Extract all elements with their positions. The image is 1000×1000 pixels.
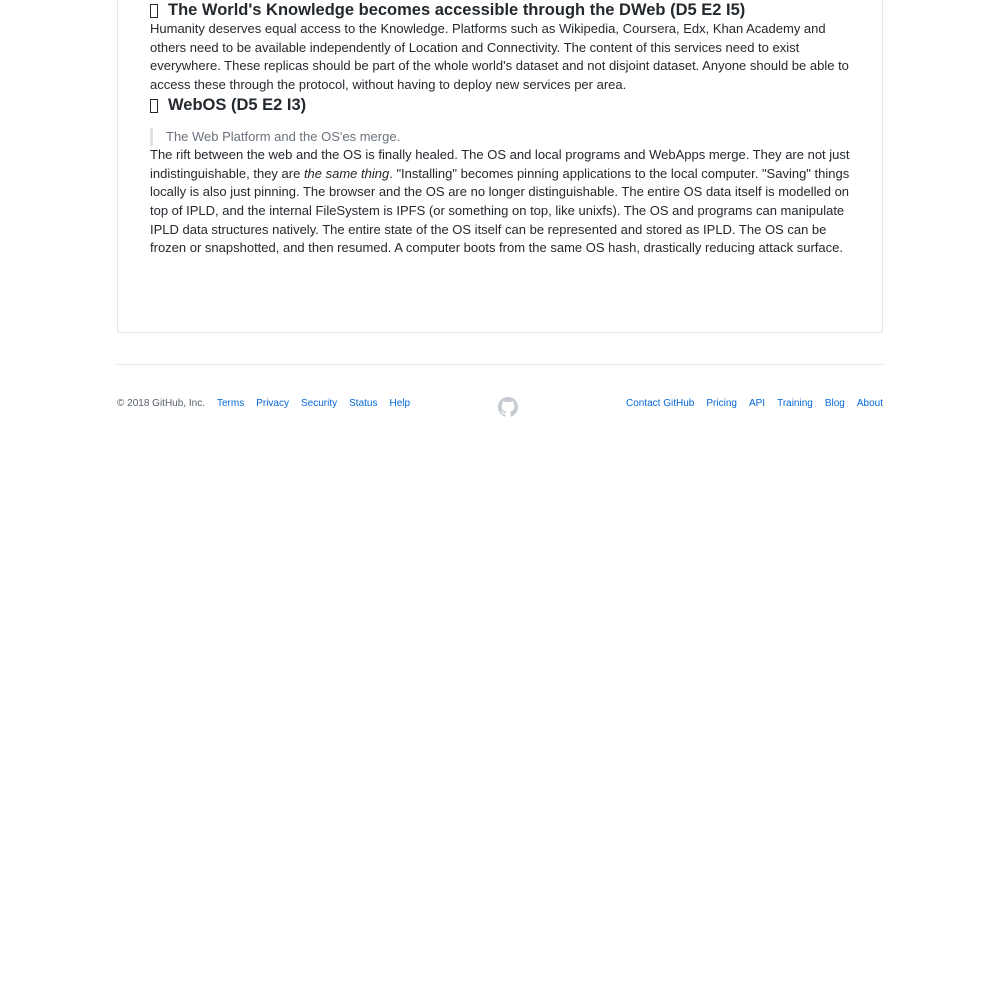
readme-container (117, 0, 883, 333)
heading-text: WebOS (D5 E2 I3) (168, 95, 307, 114)
anchor-link-icon[interactable] (150, 99, 158, 113)
footer-link-training[interactable]: Training (777, 398, 813, 409)
footer-link-contact-github[interactable]: Contact GitHub (626, 398, 695, 409)
markdown-body (150, 0, 850, 258)
section-heading-dweb-knowledge (150, 0, 850, 20)
section-paragraph-webos (150, 146, 850, 258)
footer-link-terms[interactable]: Terms (216, 398, 245, 409)
footer-right-links (614, 397, 883, 411)
footer-link-privacy[interactable]: Privacy (256, 398, 289, 409)
footer-divider (117, 364, 883, 365)
footer-link-security[interactable]: Security (301, 398, 338, 409)
paragraph-emphasis: the same thing (303, 165, 390, 181)
github-mark-icon[interactable] (498, 397, 518, 417)
site-footer (117, 397, 883, 417)
footer-link-pricing[interactable]: Pricing (706, 398, 737, 409)
copyright-text: © 2018 GitHub, Inc. (117, 398, 205, 409)
footer-link-about[interactable]: About (856, 398, 883, 409)
heading-text: The World's Knowledge becomes accessible through the DWeb (D5 E2 I5) (168, 1, 746, 19)
anchor-link-icon[interactable] (150, 4, 158, 18)
paragraph-text-part1: The rift between the web and the OS is finally healed. The OS and local programs and WebApps merge. They are not just indistinguishable, they are (150, 146, 850, 181)
paragraph-text-part2: . "Installing" becomes pinning applications to the local computer. "Saving" things locally is also just pinning. The browser and the OS are no longer distinguishable. The entire OS data itself is modelled on top of IPLD, and the internal FileSystem is IPFS (or something on top, like unixfs). The OS and programs can manipulate IPLD data structures natively. The entire state of the OS itself can be represented and stored as IPLD. The OS can be frozen or snapshotted, and then resumed. A computer boots from the same OS hash, drastically reducing attack surface. (150, 165, 850, 256)
footer-left-links (117, 397, 422, 411)
footer-link-blog[interactable]: Blog (824, 398, 845, 409)
footer-link-status[interactable]: Status (349, 398, 378, 409)
section-quote-webos: The Web Platform and the OS'es merge. (150, 128, 850, 146)
footer-link-api[interactable]: API (748, 398, 766, 409)
section-paragraph-dweb-knowledge: Humanity deserves equal access to the Knowledge. Platforms such as Wikipedia, Coursera, Edx, Khan Academy and others need to be available independently of Location and Connectivity. The content of this services need to exist everywhere. These replicas should be part of the whole world's dataset and not disjoint dataset. Anyone should be able to access these through the protocol, without having to deploy new services per area. (150, 21, 849, 93)
footer-link-help[interactable]: Help (389, 398, 411, 409)
section-heading-webos (150, 95, 850, 115)
